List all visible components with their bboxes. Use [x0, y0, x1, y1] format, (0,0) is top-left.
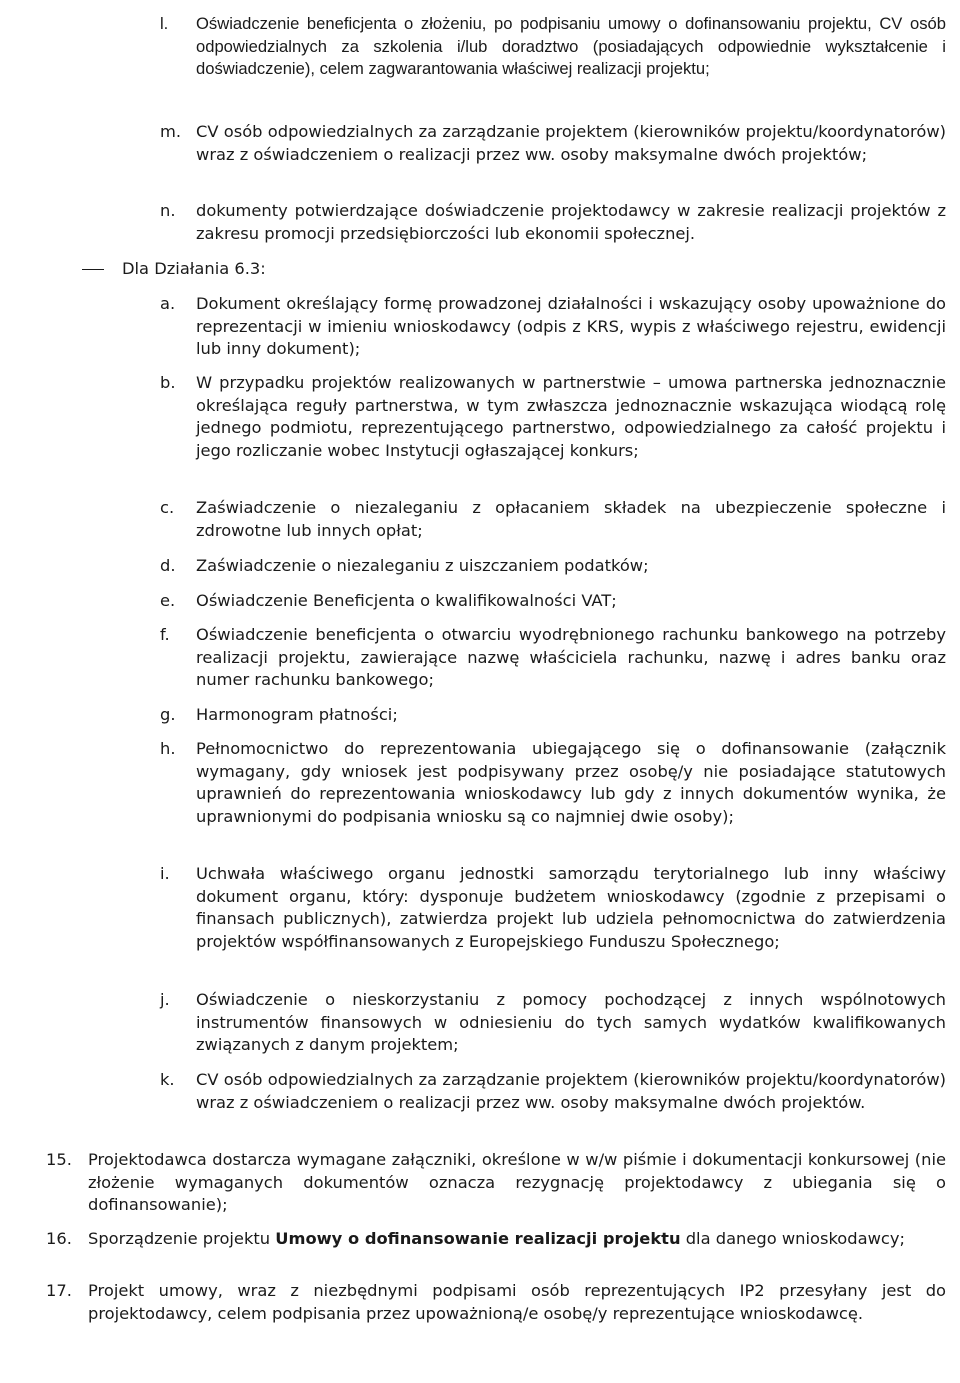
item-label: c. [160, 498, 175, 517]
item-label: d. [160, 556, 176, 575]
list-item [160, 555, 946, 578]
list-item [160, 200, 946, 245]
item-text [88, 1228, 946, 1251]
item-text: Zaświadczenie o niezaleganiu z uiszczaniem podatków; [196, 556, 649, 575]
item-text: Oświadczenie beneficjenta o otwarciu wyodrębnionego rachunku bankowego na potrzeby realizacji projektu, zawierające nazwę właściciela rachunku, nazwę i adres banku oraz numer rachunku bankowego; [196, 625, 946, 690]
item-label: g. [160, 705, 176, 724]
item-label: b. [160, 373, 176, 392]
section-heading-text: Dla Działania 6.3: [122, 259, 266, 278]
list-item [160, 293, 946, 361]
item-label: m. [160, 122, 182, 141]
contract-title-bold: Umowy o dofinansowanie realizacji projektu [275, 1229, 681, 1248]
item-label: a. [160, 294, 176, 313]
item-label: h. [160, 739, 176, 758]
list-item [160, 738, 946, 828]
text-after: dla danego wnioskodawcy; [680, 1229, 905, 1248]
item-label: k. [160, 1070, 175, 1089]
item-label: n. [160, 201, 176, 220]
item-label: f. [160, 625, 170, 644]
numbered-item [46, 1280, 946, 1325]
item-label: e. [160, 591, 176, 610]
numbered-item [46, 1228, 946, 1251]
item-text: Harmonogram płatności; [196, 705, 398, 724]
list-item [160, 497, 946, 542]
numbered-item [46, 1149, 946, 1217]
item-label: l. [160, 14, 169, 33]
list-item [160, 590, 946, 613]
item-text: CV osób odpowiedzialnych za zarządzanie projektem (kierowników projektu/koordynatorów) wraz z oświadczeniem o realizacji przez ww. osoby maksymalne dwóch projektów; [196, 122, 946, 164]
item-number: 16. [46, 1229, 72, 1248]
section-heading [82, 258, 266, 281]
item-text: Zaświadczenie o niezaleganiu z opłacaniem składek na ubezpieczenie społeczne i zdrowotne lub innych opłat; [196, 498, 946, 540]
item-text: Dokument określający formę prowadzonej działalności i wskazujący osoby upoważnione do reprezentacji w imieniu wnioskodawcy (odpis z KRS, wypis z właściwego rejestru, ewidencji lub inny dokument); [196, 294, 946, 359]
dash-bullet [82, 269, 104, 270]
item-label: i. [160, 864, 170, 883]
list-item [160, 121, 946, 166]
list-item [160, 704, 946, 727]
list-item [160, 13, 946, 81]
item-text: Oświadczenie beneficjenta o złożeniu, po podpisaniu umowy o dofinansowaniu projektu, CV osób odpowiedzialnych za szkolenia i/lub doradztwo (posiadających odpowiednie wykształcenie i doświadczenie), celem zagwarantowania właściwej realizacji projektu; [196, 14, 946, 79]
item-text: Uchwała właściwego organu jednostki samorządu terytorialnego lub inny właściwy dokument organu, który: dysponuje budżetem wnioskodawcy (zgodnie z przepisami o finansach publicznych), zatwierdza projekt lub udziela pełnomocnictwa do zatwierdzenia projektów współfinansowanych z Europejskiego Funduszu Społecznego; [196, 864, 946, 951]
item-number: 15. [46, 1150, 72, 1169]
item-text: Projekt umowy, wraz z niezbędnymi podpisami osób reprezentujących IP2 przesyłany jest do projektodawcy, celem podpisania przez upoważnioną/e osobę/y reprezentujące wnioskodawcę. [88, 1281, 946, 1323]
list-item [160, 863, 946, 953]
item-number: 17. [46, 1281, 72, 1300]
item-text: dokumenty potwierdzające doświadczenie projektodawcy w zakresie realizacji projektów z zakresu promocji przedsiębiorczości lub ekonomii społecznej. [196, 201, 946, 243]
list-item [160, 624, 946, 692]
item-text: Oświadczenie o nieskorzystaniu z pomocy pochodzącej z innych wspólnotowych instrumentów finansowych w odniesieniu do tych samych wydatków kwalifikowanych związanych z danym projektem; [196, 990, 946, 1055]
item-text: CV osób odpowiedzialnych za zarządzanie projektem (kierowników projektu/koordynatorów) wraz z oświadczeniem o realizacji przez ww. osoby maksymalne dwóch projektów. [196, 1070, 946, 1112]
item-text: Projektodawca dostarcza wymagane załączniki, określone w w/w piśmie i dokumentacji konkursowej (nie złożenie wymaganych dokumentów oznacza rezygnację projektodawcy z ubiegania się o dofinansowanie); [88, 1150, 946, 1215]
list-item [160, 372, 946, 462]
list-item [160, 1069, 946, 1114]
item-text: Oświadczenie Beneficjenta o kwalifikowalności VAT; [196, 591, 617, 610]
item-label: j. [160, 990, 170, 1009]
list-item [160, 989, 946, 1057]
text-before: Sporządzenie projektu [88, 1229, 276, 1248]
item-text: Pełnomocnictwo do reprezentowania ubiegającego się o dofinansowanie (załącznik wymagany, gdy wniosek jest podpisywany przez osobę/y nie posiadające statutowych uprawnień do reprezentowania wnioskodawcy lub gdy z innych dokumentów wynika, że uprawnionymi do podpisania wniosku są co najmniej dwie osoby); [196, 739, 946, 826]
item-text: W przypadku projektów realizowanych w partnerstwie – umowa partnerska jednoznacznie określająca reguły partnerstwa, w tym zwłaszcza jednoznacznie wskazująca wiodącą rolę jednego podmiotu, reprezentującego partnerstwo, odpowiedzialnego za całość projektu i jego rozliczanie wobec Instytucji ogłaszającej konkurs; [196, 373, 946, 460]
